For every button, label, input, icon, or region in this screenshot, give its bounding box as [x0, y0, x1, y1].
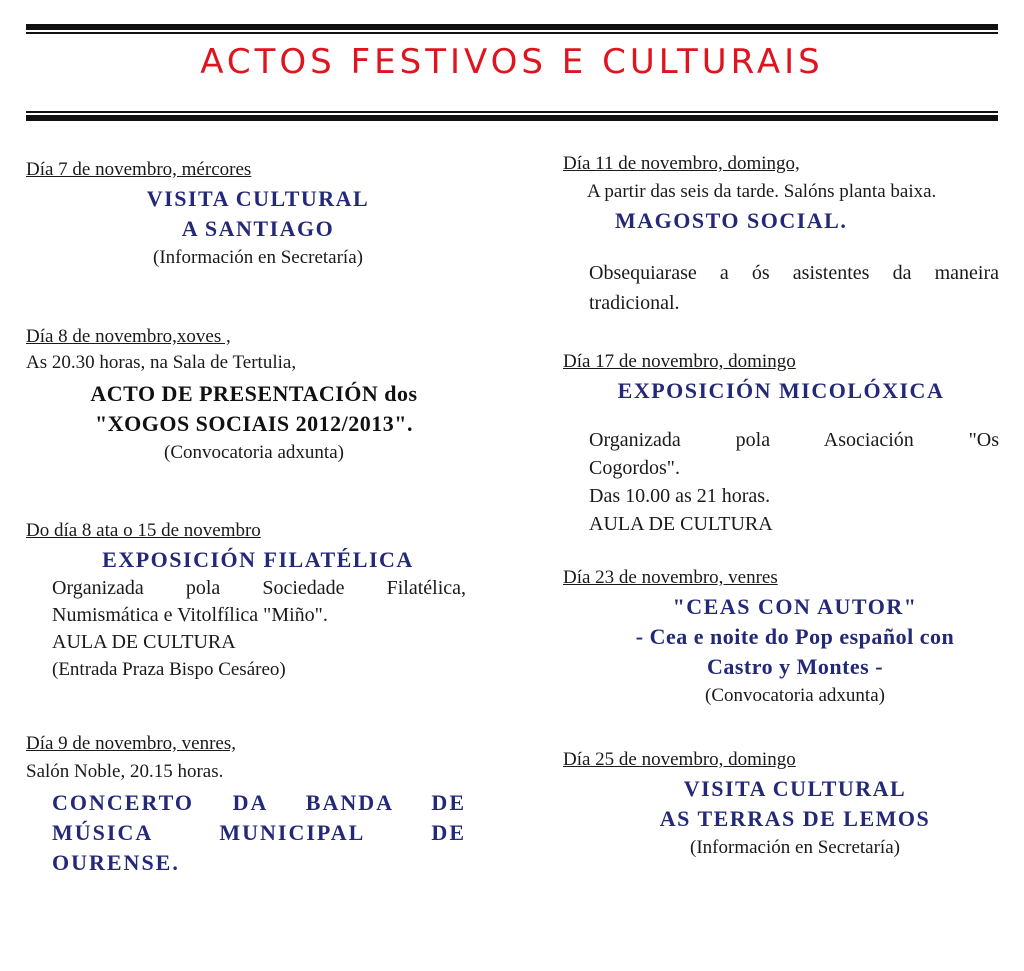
event-heading: VISITA CULTURAL — [146, 186, 370, 211]
event-date: Día 11 de novembro, domingo, — [563, 153, 800, 174]
event-line: Organizada pola Asociación "Os — [589, 429, 999, 451]
event-date: Día 23 de novembro, venres — [563, 567, 778, 588]
event-date: Día 9 de novembro, venres, — [26, 733, 236, 754]
event-heading: Castro y Montes - — [706, 654, 884, 679]
header-rule-thin — [26, 111, 998, 113]
event-magosto-social — [563, 152, 999, 318]
event-date: Día 7 de novembro, mércores — [26, 159, 252, 180]
event-heading: EXPOSICIÓN MICOLÓXICA — [617, 378, 945, 403]
event-line: A partir das seis da tarde. Salóns planta baixa. — [587, 181, 937, 202]
event-line: As 20.30 horas, na Sala de Tertulia, — [26, 352, 297, 373]
event-ceas-con-autor — [563, 566, 999, 708]
header-rule-thick — [26, 115, 998, 121]
event-heading: CONCERTO DA BANDA DE — [52, 790, 466, 815]
event-note: (Convocatoria adxunta) — [705, 685, 885, 706]
page-title: ACTOS FESTIVOS E CULTURAIS — [200, 42, 824, 82]
right-column — [563, 152, 999, 860]
event-exposicion-micoloxica — [563, 350, 999, 538]
event-heading: "CEAS CON AUTOR" — [672, 594, 918, 619]
left-column — [26, 158, 466, 878]
event-line: Cogordos". — [589, 457, 680, 479]
event-heading: ACTO DE PRESENTACIÓN dos — [90, 381, 418, 406]
event-line: Numismática e Vitolfílica "Miño". — [52, 604, 328, 626]
event-heading: MÚSICA MUNICIPAL DE — [52, 820, 466, 845]
event-line: Das 10.00 as 21 horas. — [589, 485, 771, 507]
event-exposicion-filatelica — [26, 519, 466, 684]
event-line: Salón Noble, 20.15 horas. — [26, 761, 224, 782]
event-date: Día 8 de novembro,xoves , — [26, 326, 231, 347]
top-rule-thick — [26, 24, 998, 30]
event-xogos-sociais — [26, 325, 466, 465]
event-date: Do día 8 ata o 15 de novembro — [26, 520, 261, 541]
event-note: (Información en Secretaría) — [690, 837, 900, 858]
event-heading: A SANTIAGO — [181, 216, 335, 241]
event-date: Día 17 de novembro, domingo — [563, 351, 796, 372]
event-note: (Convocatoria adxunta) — [164, 442, 344, 463]
event-line: (Entrada Praza Bispo Cesáreo) — [52, 659, 286, 680]
top-rule-thin — [26, 32, 998, 34]
event-heading: MAGOSTO SOCIAL. — [615, 208, 848, 233]
event-heading: EXPOSICIÓN FILATÉLICA — [102, 547, 414, 572]
event-line: Organizada pola Sociedade Filatélica, — [52, 577, 466, 599]
event-heading: VISITA CULTURAL — [683, 776, 907, 801]
event-note: (Información en Secretaría) — [153, 247, 363, 268]
event-concerto-banda — [26, 732, 466, 878]
event-line: Obsequiarase a ós asistentes da maneira — [589, 262, 999, 284]
event-date: Día 25 de novembro, domingo — [563, 749, 796, 770]
event-line: tradicional. — [589, 292, 680, 314]
event-terras-de-lemos — [563, 748, 999, 860]
event-visita-santiago — [26, 158, 466, 270]
event-heading: OURENSE. — [52, 850, 180, 875]
event-heading: AS TERRAS DE LEMOS — [659, 806, 931, 831]
event-line: AULA DE CULTURA — [589, 513, 773, 535]
event-heading: "XOGOS SOCIAIS 2012/2013". — [95, 411, 413, 436]
event-heading: - Cea e noite do Pop español con — [635, 624, 955, 649]
event-line: AULA DE CULTURA — [52, 631, 236, 653]
